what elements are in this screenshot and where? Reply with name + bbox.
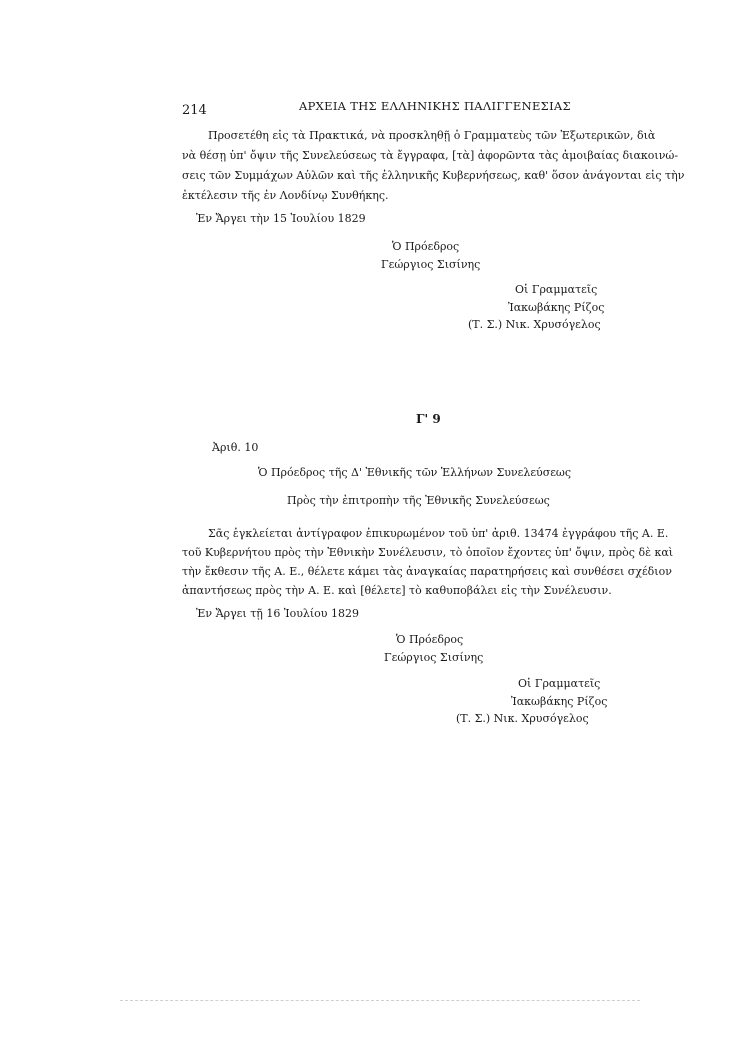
doc2-sender: Ὁ Πρόεδρος τῆς Δ' Ἐθνικῆς τῶν Ἑλλήνων Συνελεύσεως bbox=[258, 466, 572, 479]
running-header: ΑΡΧΕΙΑ ΤΗΣ ΕΛΛΗΝΙΚΗΣ ΠΑΛΙΓΓΕΝΕΣΙΑΣ bbox=[299, 99, 571, 113]
scan-edge-divider bbox=[120, 1000, 640, 1001]
doc1-secretary-name: Ἰακωβάκης Ρίζος bbox=[508, 301, 605, 314]
doc2-secretary-name: (Τ. Σ.) Νικ. Χρυσόγελος bbox=[456, 712, 589, 725]
doc2-secretaries-title: Οἱ Γραμματεῖς bbox=[518, 677, 601, 690]
doc2-paragraph-line: τὴν ἔκθεσιν τῆς Α. Ε., θέλετε κάμει τὰς ἀναγκαίας παρατηρήσεις καὶ συνθέσει σχέδιον bbox=[182, 565, 672, 578]
doc2-number: Ἀριθ. 10 bbox=[212, 441, 259, 454]
doc2-president-title: Ὁ Πρόεδρος bbox=[396, 633, 464, 646]
doc2-paragraph-line: Σᾶς ἐγκλείεται ἀντίγραφον ἐπικυρωμένον τοῦ ὑπ' ἀριθ. 13474 ἐγγράφου τῆς Α. Ε. bbox=[208, 527, 669, 540]
doc1-president-name: Γεώργιος Σισίνης bbox=[381, 258, 481, 271]
section-heading: Γ' 9 bbox=[416, 412, 441, 426]
doc1-paragraph-line: νὰ θέσῃ ὑπ' ὄψιν τῆς Συνελεύσεως τὰ ἔγγραφα, [τὰ] ἀφορῶντα τὰς ἀμοιβαίας διακοινώ- bbox=[182, 149, 679, 162]
doc1-paragraph-line: ἐκτέλεσιν τῆς ἐν Λονδίνῳ Συνθήκης. bbox=[182, 189, 389, 202]
doc2-recipient: Πρὸς τὴν ἐπιτροπὴν τῆς Ἐθνικῆς Συνελεύσεως bbox=[287, 494, 550, 507]
doc2-president-name: Γεώργιος Σισίνης bbox=[384, 651, 484, 664]
doc2-secretary-name: Ἰακωβάκης Ρίζος bbox=[511, 695, 608, 708]
page-number: 214 bbox=[182, 103, 207, 118]
doc1-date-line: Ἐν Ἄργει τὴν 15 Ἰουλίου 1829 bbox=[196, 212, 366, 225]
doc2-paragraph-line: ἀπαντήσεως πρὸς τὴν Α. Ε. καὶ [θέλετε] τὸ καθυποβάλει εἰς τὴν Συνέλευσιν. bbox=[182, 584, 612, 597]
doc1-paragraph-line: Προσετέθη εἰς τὰ Πρακτικά, νὰ προσκληθῇ ὁ Γραμματεὺς τῶν Ἐξωτερικῶν, διὰ bbox=[208, 129, 656, 142]
doc1-paragraph-line: σεις τῶν Συμμάχων Αὐλῶν καὶ τῆς ἑλληνικῆς Κυβερνήσεως, καθ' ὅσον ἀνάγονται εἰς τὴν bbox=[182, 169, 685, 182]
doc2-date-line: Ἐν Ἄργει τῇ 16 Ἰουλίου 1829 bbox=[196, 607, 359, 620]
doc1-secretaries-title: Οἱ Γραμματεῖς bbox=[515, 283, 598, 296]
doc2-paragraph-line: τοῦ Κυβερνήτου πρὸς τὴν Ἐθνικὴν Συνέλευσιν, τὸ ὁποῖον ἔχοντες ὑπ' ὄψιν, πρὸς δὲ καὶ bbox=[182, 546, 674, 559]
doc1-president-title: Ὁ Πρόεδρος bbox=[392, 240, 460, 253]
doc1-secretary-name: (Τ. Σ.) Νικ. Χρυσόγελος bbox=[468, 318, 601, 331]
